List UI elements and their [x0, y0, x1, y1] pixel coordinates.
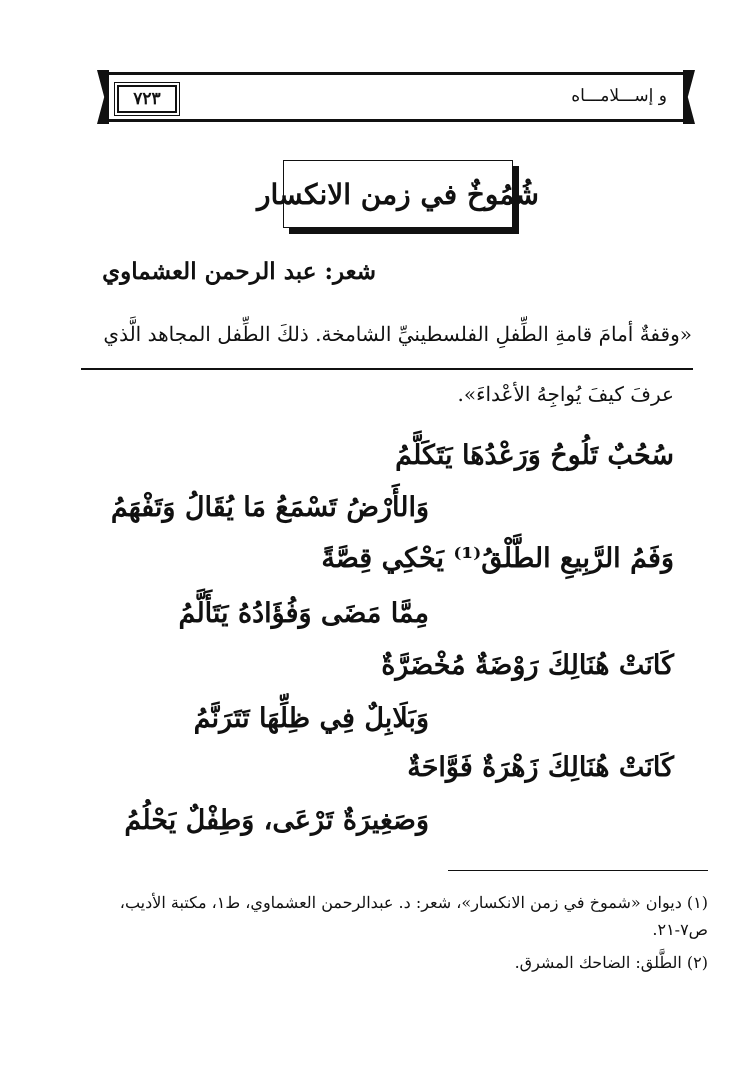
footnote-rule	[448, 870, 708, 871]
header-rule-top	[109, 72, 683, 75]
footnote-1: (١) ديوان «شموخ في زمن الانكسار»، شعر: د. عبدالرحمن العشماوي، ط١، مكتبة الأديب،	[119, 893, 708, 912]
poem-title-box	[256, 160, 540, 228]
header-cap-left	[97, 70, 109, 124]
verse-line-8: وَصَغِيرَةٌ تَرْعَى، وَطِفْلٌ يَحْلُمُ	[124, 805, 429, 836]
verse-line-1: سُحُبٌ تَلُوحُ وَرَعْدُهَا يَتَكَلَّمُ	[395, 440, 674, 471]
verse-line-4: مِمَّا مَضَى وَفُؤَادُهُ يَتَأَلَّمُ	[178, 598, 429, 629]
verse-line-7: كَانَتْ هُنَالِكَ زَهْرَةٌ فَوَّاحَةٌ	[407, 752, 674, 783]
verse-line-3: وَفَمُ الرَّبِيعِ الطَّلْقُ⁽¹⁾ يَحْكِي قِصَّةً	[321, 543, 674, 574]
epigraph-rule	[81, 368, 693, 370]
verse-line-2: وَالأَرْضُ تَسْمَعُ مَا يُقَالُ وَتَفْهَمُ	[110, 492, 429, 523]
verse-line-5: كَانَتْ هُنَالِكَ رَوْضَةٌ مُخْضَرَّةٌ	[381, 650, 674, 681]
epigraph-line-2: عرفَ كيفَ يُواجِهُ الأعْداءَ».	[457, 382, 674, 406]
footnote-1-continued: ص٧-٢١.	[652, 920, 708, 939]
running-title: و إســـلامـــاه	[571, 86, 667, 106]
poem-title: شُمُوخٌ في زمن الانكسار	[256, 177, 540, 211]
page-number: ٧٢٣	[117, 85, 177, 113]
header-rule-bottom	[109, 119, 683, 122]
footnote-2: (٢) الطَّلق: الضاحك المشرق.	[514, 953, 708, 972]
header-cap-right	[683, 70, 695, 124]
header-band	[97, 70, 695, 124]
epigraph-line-1: «وقفةٌ أمامَ قامةِ الطِّفلِ الفلسطينيِّ الشامخة. ذلكَ الطِّفل المجاهد الَّذي	[103, 322, 692, 346]
verse-line-6: وَبَلَابِلٌ فِي ظِلِّهَا تَتَرَنَّمُ	[193, 703, 429, 734]
poet-byline: شعر: عبد الرحمن العشماوي	[102, 258, 376, 285]
